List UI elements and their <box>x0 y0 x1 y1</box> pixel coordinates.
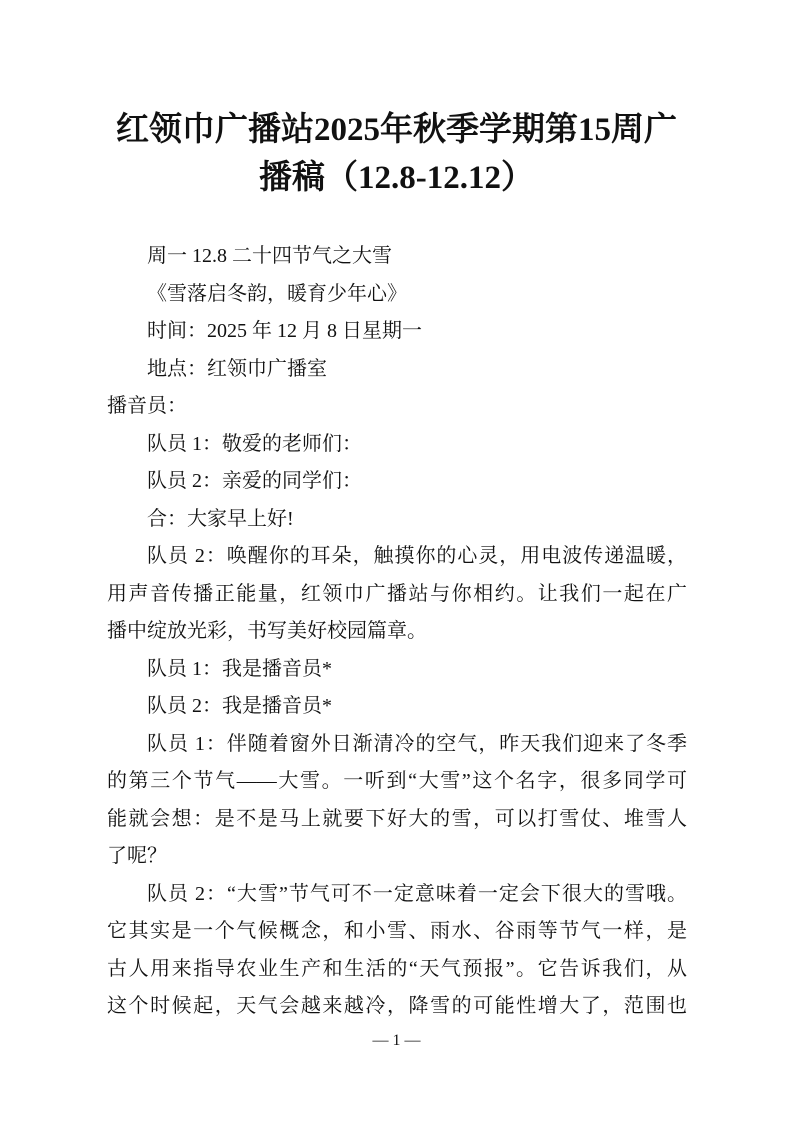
page-number: — 1 — <box>372 1032 421 1049</box>
text-line: 古人用来指导农业生产和生活的“天气预报”。它告诉我们，从 <box>107 957 687 980</box>
text-line: 用声音传播正能量，红领巾广播站与你相约。让我们一起在广 <box>107 582 687 605</box>
text-line: 队员 2：唤醒你的耳朵，触摸你的心灵，用电波传递温暖， <box>147 545 687 567</box>
text-line: 能就会想：是不是马上就要下好大的雪，可以打雪仗、堆雪人 <box>107 807 687 830</box>
text-line: 播中绽放光彩，书写美好校园篇章。 <box>107 620 427 642</box>
text-line: 队员 2：“大雪”节气可不一定意味着一定会下很大的雪哦。 <box>147 882 687 905</box>
text-line: 队员 1：我是播音员* <box>147 657 332 680</box>
text-line: 时间：2025 年 12 月 8 日星期一 <box>147 320 422 342</box>
document-title-line-2: 播稿（12.8-12.12） <box>259 160 534 196</box>
text-line: 《雪落启冬韵，暖育少年心》 <box>147 282 407 305</box>
text-line: 这个时候起，天气会越来越冷，降雪的可能性增大了，范围也 <box>107 995 687 1017</box>
text-line: 了呢？ <box>107 845 167 867</box>
text-line: 队员 1：敬爱的老师们： <box>147 432 362 455</box>
text-line: 播音员： <box>107 395 187 417</box>
text-line: 队员 2：我是播音员* <box>147 695 332 717</box>
document-title-line-1: 红领巾广播站2025年秋季学期第15周广 <box>116 112 677 148</box>
text-line: 周一 12.8 二十四节气之大雪 <box>147 245 392 267</box>
text-line: 队员 1：伴随着窗外日渐清冷的空气，昨天我们迎来了冬季 <box>147 732 687 755</box>
text-line: 合：大家早上好! <box>147 507 294 530</box>
text-line: 队员 2：亲爱的同学们： <box>147 470 362 492</box>
text-line: 它其实是一个气候概念，和小雪、雨水、谷雨等节气一样，是 <box>107 920 687 942</box>
text-line: 的第三个节气——大雪。一听到“大雪”这个名字，很多同学可 <box>107 770 687 792</box>
document-body <box>107 238 687 1026</box>
text-line: 地点：红领巾广播室 <box>147 357 327 380</box>
